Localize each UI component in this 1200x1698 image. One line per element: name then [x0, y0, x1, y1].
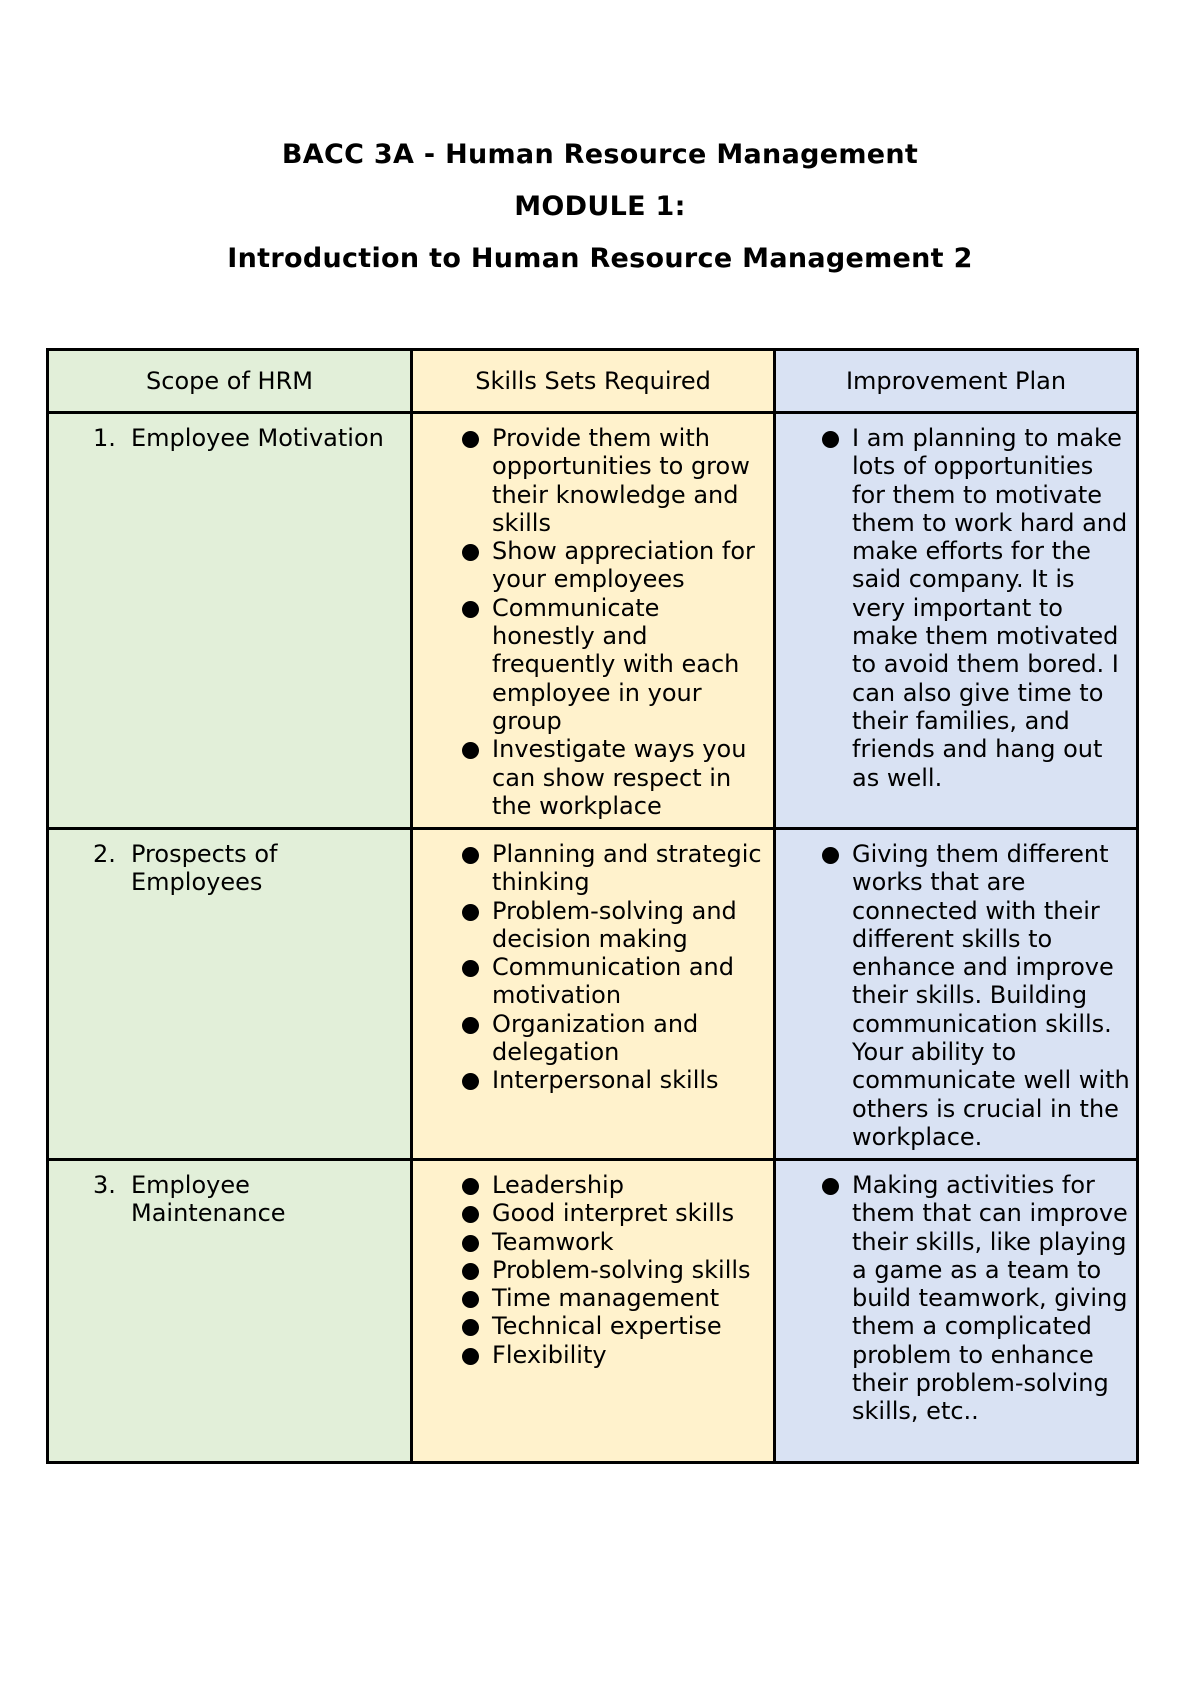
list-item: Technical expertise — [458, 1312, 767, 1340]
bullet-icon — [458, 1284, 492, 1312]
bullet-icon — [458, 1066, 492, 1094]
column-header-plan: Improvement Plan — [775, 350, 1138, 413]
list-item: I am planning to make lots of opportunities for them to motivate them to work hard and make efforts for the said company. It is very important to make them motivated to avoid them bored. I can also give time to their families, and friends and hang out as well. — [818, 424, 1130, 792]
plan-cell — [775, 413, 1138, 829]
hrm-table — [46, 348, 1139, 1464]
list-item: Planning and strategic thinking — [458, 840, 767, 897]
list-item: Good interpret skills — [458, 1199, 767, 1227]
bullet-icon — [458, 1199, 492, 1227]
scope-text: Employee Motivation — [131, 424, 384, 452]
bullet-icon — [458, 1256, 492, 1284]
bullet-icon — [818, 424, 852, 792]
list-item: Making activities for them that can improve their skills, like playing a game as a team to build teamwork, giving them a complicated problem to enhance their problem-solving skills, etc.. — [818, 1171, 1130, 1426]
table-header-row — [48, 350, 1138, 413]
bullet-icon — [458, 1228, 492, 1256]
list-item: Communication and motivation — [458, 953, 767, 1010]
plan-cell — [775, 829, 1138, 1160]
list-item: Time management — [458, 1284, 767, 1312]
list-item: Show appreciation for your employees — [458, 537, 767, 594]
list-item: Flexibility — [458, 1341, 767, 1369]
column-header-skills: Skills Sets Required — [412, 350, 775, 413]
bullet-icon — [818, 840, 852, 1151]
list-item: Giving them different works that are connected with their different skills to enhance and improve their skills. Building communication skills. Your ability to communicate well with others is crucial in the workplace. — [818, 840, 1130, 1151]
bullet-icon — [458, 1171, 492, 1199]
bullet-icon — [458, 424, 492, 537]
skills-cell — [412, 1160, 775, 1463]
list-item: Leadership — [458, 1171, 767, 1199]
scope-cell — [48, 829, 412, 1160]
list-item: Problem-solving and decision making — [458, 897, 767, 954]
scope-cell — [48, 1160, 412, 1463]
module-label: MODULE 1: — [514, 191, 686, 222]
table-row — [48, 413, 1138, 829]
row-number: 2. — [93, 840, 116, 868]
skills-cell — [412, 829, 775, 1160]
bullet-icon — [458, 537, 492, 594]
list-item: Interpersonal skills — [458, 1066, 767, 1094]
list-item: Organization and delegation — [458, 1010, 767, 1067]
bullet-icon — [458, 1341, 492, 1369]
scope-text: Prospects of Employees — [131, 840, 278, 897]
bullet-icon — [458, 840, 492, 897]
table-row — [48, 829, 1138, 1160]
plan-cell — [775, 1160, 1138, 1463]
bullet-icon — [458, 953, 492, 1010]
bullet-icon — [818, 1171, 852, 1426]
module-title: Introduction to Human Resource Management 2 — [227, 243, 973, 274]
bullet-icon — [458, 1010, 492, 1067]
list-item: Communicate honestly and frequently with each employee in your group — [458, 594, 767, 735]
skills-cell — [412, 413, 775, 829]
row-number: 1. — [93, 424, 116, 452]
bullet-icon — [458, 735, 492, 820]
bullet-icon — [458, 1312, 492, 1340]
list-item: Problem-solving skills — [458, 1256, 767, 1284]
scope-cell — [48, 413, 412, 829]
list-item: Teamwork — [458, 1228, 767, 1256]
course-title: BACC 3A - Human Resource Management — [281, 139, 919, 170]
column-header-scope: Scope of HRM — [48, 350, 412, 413]
bullet-icon — [458, 594, 492, 735]
list-item: Provide them with opportunities to grow their knowledge and skills — [458, 424, 767, 537]
table-row — [48, 1160, 1138, 1463]
bullet-icon — [458, 897, 492, 954]
scope-text: Employee Maintenance — [131, 1171, 286, 1228]
document-header — [0, 140, 1200, 274]
row-number: 3. — [93, 1171, 116, 1199]
list-item: Investigate ways you can show respect in the workplace — [458, 735, 767, 820]
